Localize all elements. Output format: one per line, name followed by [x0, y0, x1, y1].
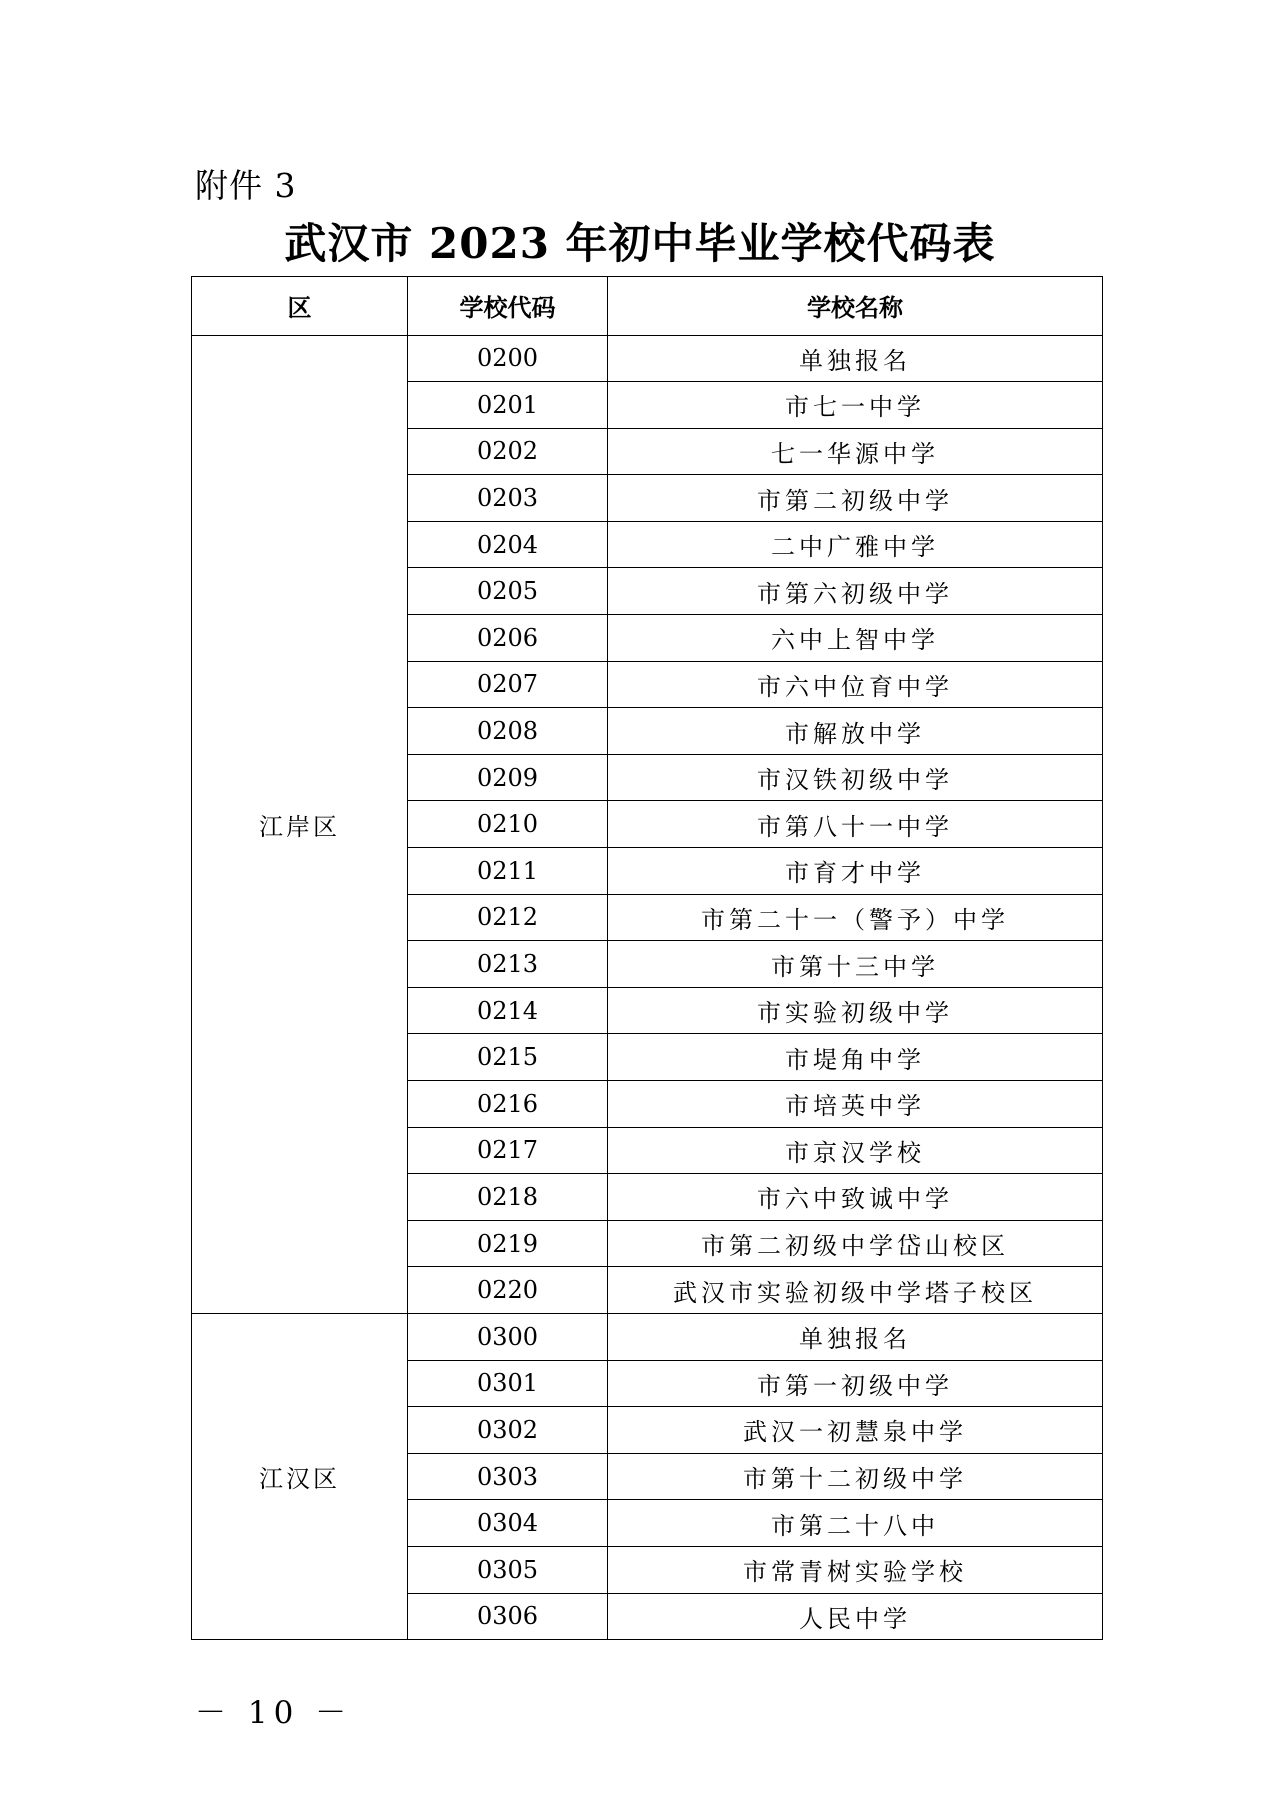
table-row [192, 335, 1103, 382]
school-name-cell: 市解放中学 [608, 708, 1103, 755]
header-school-name: 学校名称 [608, 277, 1103, 336]
school-name-cell: 市京汉学校 [608, 1127, 1103, 1174]
school-name-cell: 六中上智中学 [608, 615, 1103, 662]
table-body [192, 335, 1103, 1640]
school-code-table [191, 276, 1103, 1640]
header-district: 区 [192, 277, 408, 336]
table-header [192, 277, 1103, 336]
school-code-cell: 0302 [408, 1407, 608, 1454]
school-name-cell: 市六中致诚中学 [608, 1174, 1103, 1221]
school-code-cell: 0207 [408, 661, 608, 708]
school-name-cell: 市汉铁初级中学 [608, 754, 1103, 801]
district-cell: 江岸区 [192, 335, 408, 1313]
school-code-cell: 0217 [408, 1127, 608, 1174]
school-name-cell: 武汉市实验初级中学塔子校区 [608, 1267, 1103, 1314]
table-row [192, 1313, 1103, 1360]
school-code-cell: 0209 [408, 754, 608, 801]
school-code-cell: 0211 [408, 848, 608, 895]
school-code-cell: 0216 [408, 1081, 608, 1128]
school-name-cell: 市育才中学 [608, 848, 1103, 895]
school-name-cell: 武汉一初慧泉中学 [608, 1407, 1103, 1454]
school-code-cell: 0213 [408, 941, 608, 988]
header-school-code: 学校代码 [408, 277, 608, 336]
school-name-cell: 市第十三中学 [608, 941, 1103, 988]
school-name-cell: 市第十二初级中学 [608, 1453, 1103, 1500]
school-name-cell: 市第二初级中学 [608, 475, 1103, 522]
school-name-cell: 市第一初级中学 [608, 1360, 1103, 1407]
school-name-cell: 单独报名 [608, 1313, 1103, 1360]
school-name-cell: 市第二初级中学岱山校区 [608, 1220, 1103, 1267]
school-name-cell: 人民中学 [608, 1593, 1103, 1640]
school-code-cell: 0204 [408, 521, 608, 568]
school-code-cell: 0218 [408, 1174, 608, 1221]
school-code-cell: 0304 [408, 1500, 608, 1547]
school-code-cell: 0212 [408, 894, 608, 941]
document-title: 武汉市 2023 年初中毕业学校代码表 [284, 219, 996, 268]
school-code-cell: 0215 [408, 1034, 608, 1081]
school-code-cell: 0305 [408, 1546, 608, 1593]
school-name-cell: 市培英中学 [608, 1081, 1103, 1128]
school-name-cell: 市第八十一中学 [608, 801, 1103, 848]
school-name-cell: 市实验初级中学 [608, 987, 1103, 1034]
school-code-cell: 0201 [408, 382, 608, 429]
school-code-cell: 0203 [408, 475, 608, 522]
school-code-cell: 0206 [408, 615, 608, 662]
district-cell: 江汉区 [192, 1313, 408, 1639]
school-name-cell: 市六中位育中学 [608, 661, 1103, 708]
school-code-cell: 0214 [408, 987, 608, 1034]
school-name-cell: 市常青树实验学校 [608, 1546, 1103, 1593]
school-name-cell: 七一华源中学 [608, 428, 1103, 475]
school-name-cell: 市第二十八中 [608, 1500, 1103, 1547]
school-name-cell: 市七一中学 [608, 382, 1103, 429]
school-code-cell: 0220 [408, 1267, 608, 1314]
school-code-cell: 0205 [408, 568, 608, 615]
page-number: － 10 － [195, 1695, 353, 1731]
school-code-cell: 0200 [408, 335, 608, 382]
school-name-cell: 市堤角中学 [608, 1034, 1103, 1081]
school-code-cell: 0306 [408, 1593, 608, 1640]
school-name-cell: 单独报名 [608, 335, 1103, 382]
school-code-cell: 0208 [408, 708, 608, 755]
school-code-cell: 0301 [408, 1360, 608, 1407]
school-code-cell: 0219 [408, 1220, 608, 1267]
header-row [192, 277, 1103, 336]
school-name-cell: 市第二十一（警予）中学 [608, 894, 1103, 941]
school-code-cell: 0202 [408, 428, 608, 475]
attachment-label: 附件 3 [195, 166, 297, 205]
school-code-cell: 0300 [408, 1313, 608, 1360]
school-code-cell: 0303 [408, 1453, 608, 1500]
school-code-cell: 0210 [408, 801, 608, 848]
school-name-cell: 二中广雅中学 [608, 521, 1103, 568]
school-name-cell: 市第六初级中学 [608, 568, 1103, 615]
